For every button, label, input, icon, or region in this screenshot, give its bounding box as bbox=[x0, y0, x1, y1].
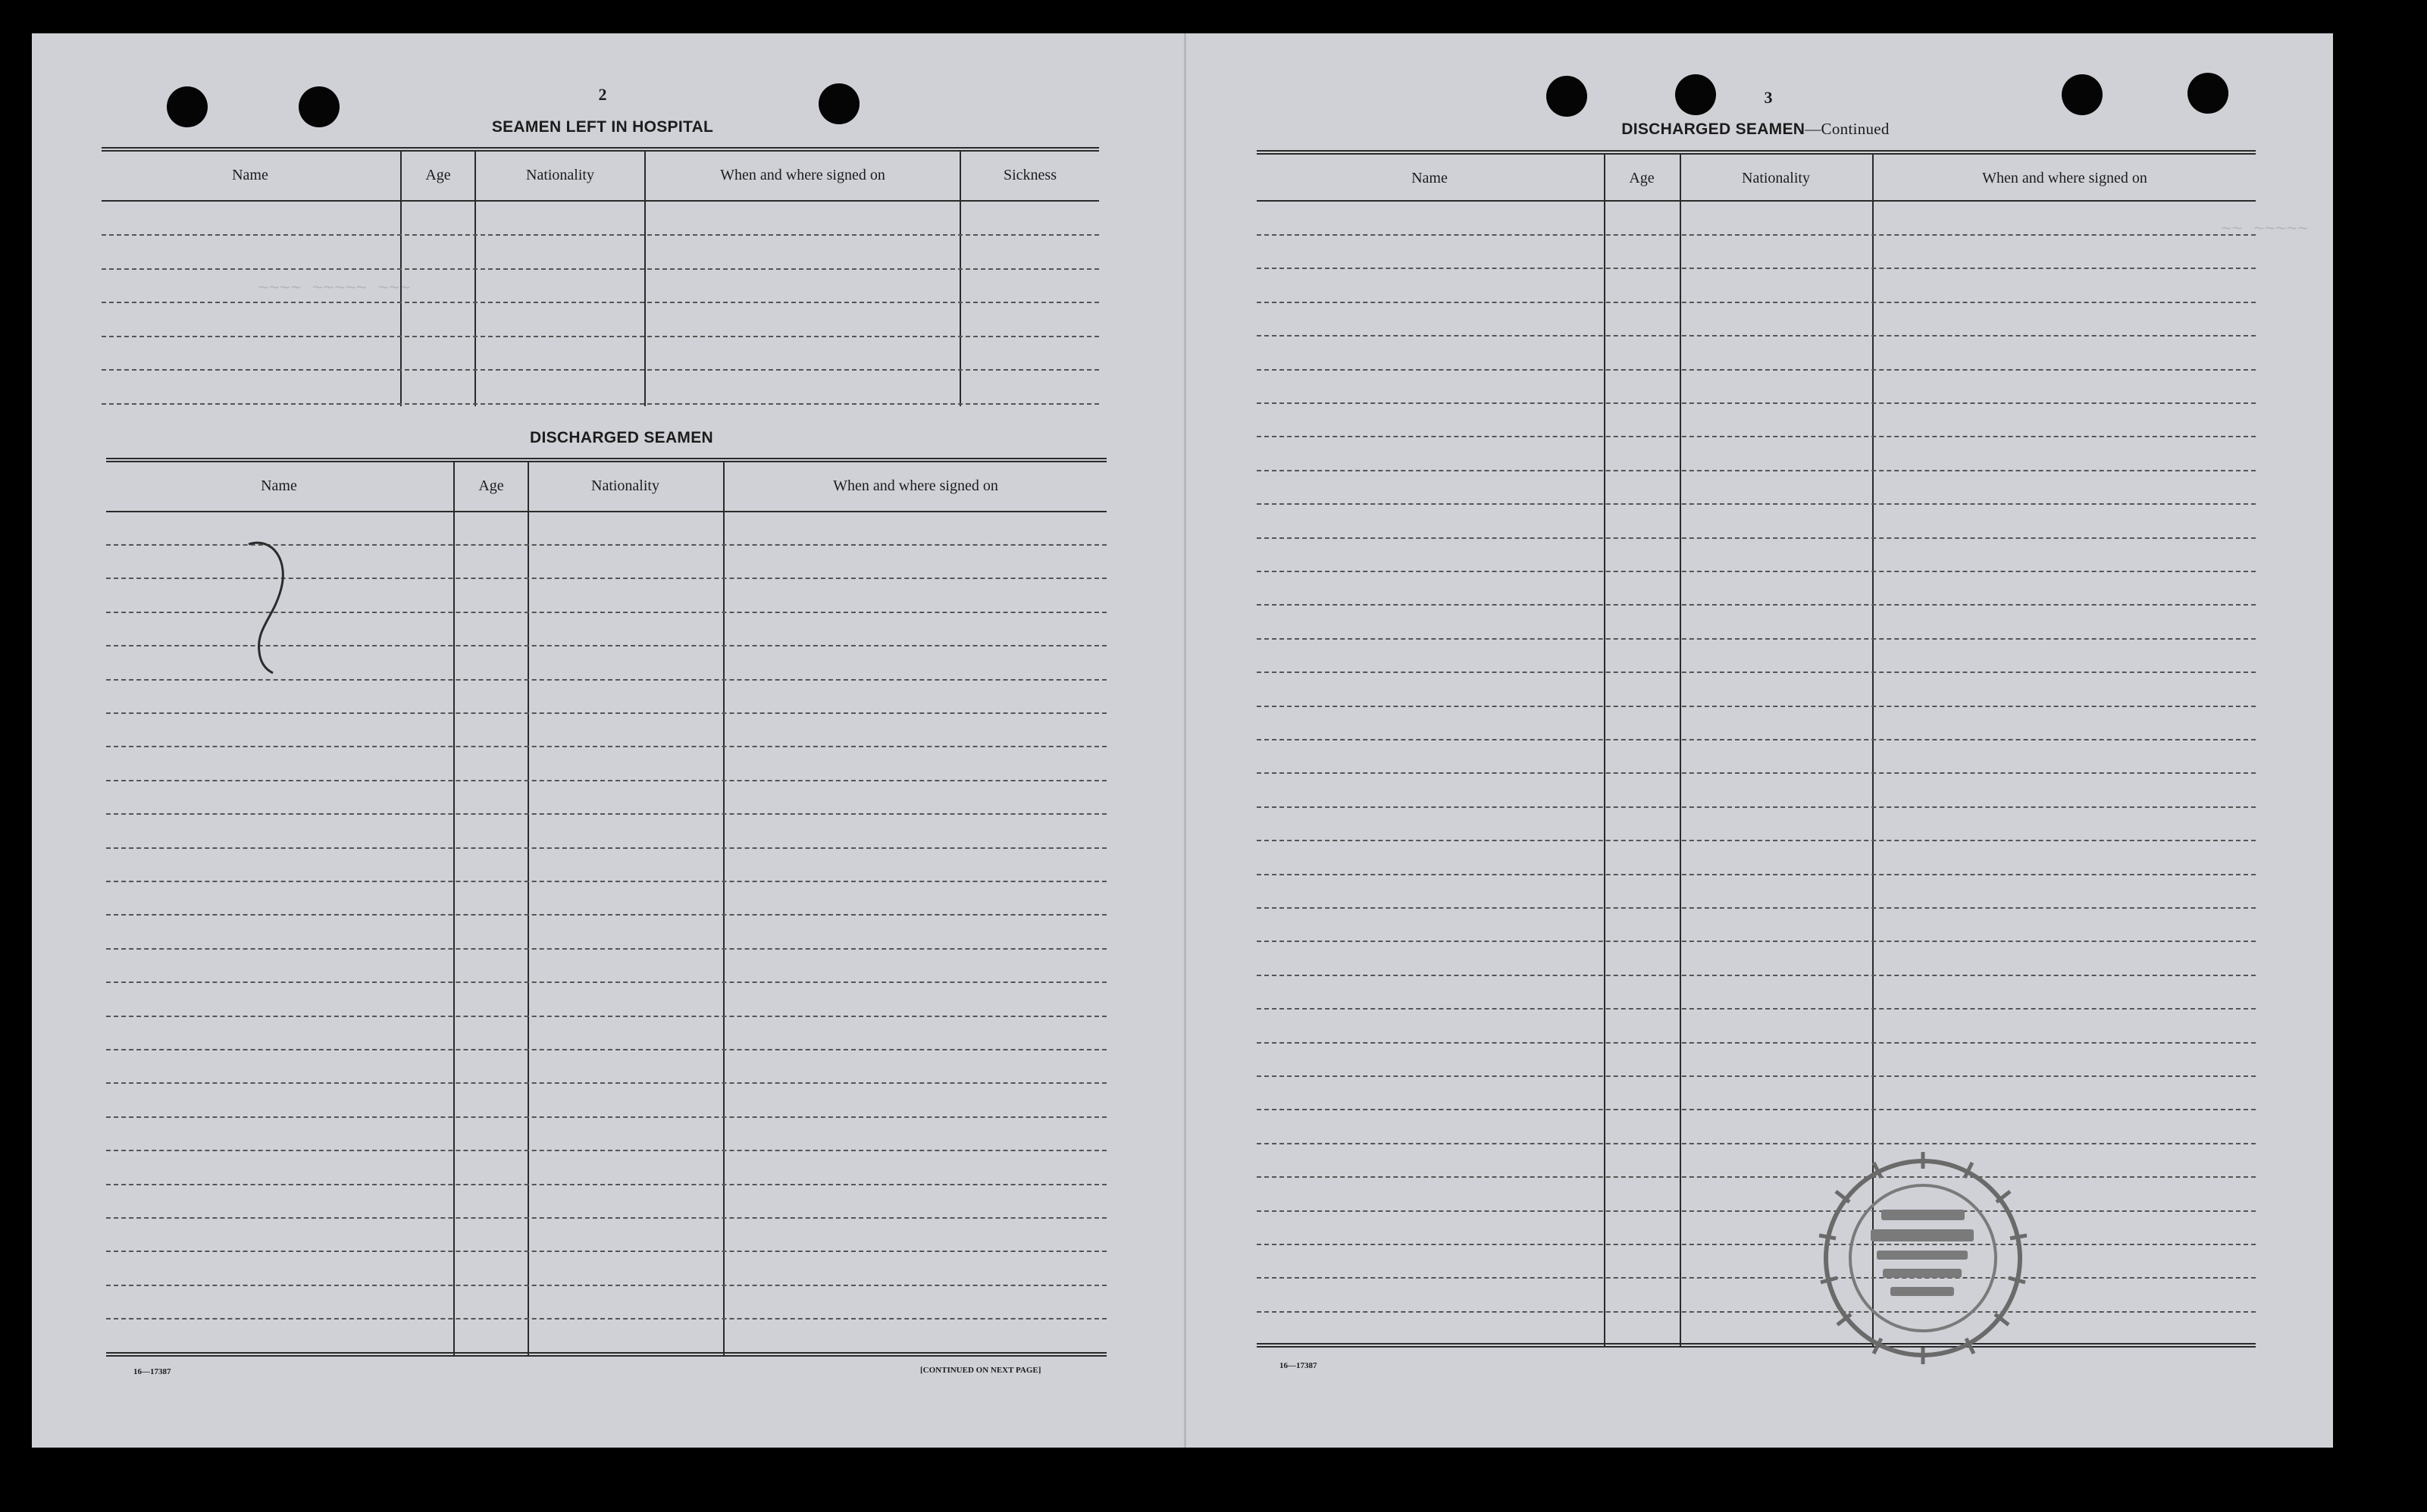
column-header-nationality: Nationality bbox=[526, 167, 594, 183]
ruled-row bbox=[102, 268, 1099, 270]
ruled-row bbox=[1257, 840, 2256, 841]
ruled-row bbox=[1257, 335, 2256, 337]
hospital-section-title: SEAMEN LEFT IN HOSPITAL bbox=[491, 118, 714, 136]
ruled-row bbox=[1257, 1277, 2256, 1279]
ruled-row bbox=[106, 847, 1107, 849]
ruled-row bbox=[106, 981, 1107, 983]
punch-hole bbox=[167, 86, 208, 127]
table-top-rule bbox=[102, 147, 1099, 152]
ruled-row bbox=[102, 336, 1099, 337]
ruled-row bbox=[106, 780, 1107, 781]
ruled-row bbox=[106, 1016, 1107, 1017]
column-header-sickness: Sickness bbox=[1004, 167, 1057, 183]
ruled-row bbox=[1257, 302, 2256, 303]
ruled-row bbox=[1257, 604, 2256, 606]
ruled-row bbox=[1257, 772, 2256, 774]
ruled-row bbox=[1257, 1109, 2256, 1110]
ruled-row bbox=[1257, 1311, 2256, 1313]
ruled-row bbox=[1257, 537, 2256, 539]
ruled-row bbox=[1257, 941, 2256, 942]
table-top-rule bbox=[106, 458, 1107, 462]
ruled-row bbox=[106, 881, 1107, 882]
ruled-row bbox=[1257, 1075, 2256, 1077]
page-number: 2 bbox=[598, 85, 607, 104]
punch-hole bbox=[1546, 76, 1587, 117]
column-header-age: Age bbox=[478, 477, 504, 494]
column-divider bbox=[723, 462, 725, 1357]
ruled-row bbox=[106, 1217, 1107, 1219]
column-header-age: Age bbox=[425, 167, 451, 183]
column-header-name: Name bbox=[232, 167, 268, 183]
bleed-through-mark: ~~ ~~~~~ bbox=[2221, 220, 2309, 240]
ruled-row bbox=[106, 914, 1107, 916]
ruled-row bbox=[1257, 1143, 2256, 1144]
column-divider bbox=[1680, 155, 1681, 1348]
ruled-row bbox=[1257, 1176, 2256, 1178]
ruled-row bbox=[106, 1082, 1107, 1084]
ruled-row bbox=[1257, 1210, 2256, 1212]
column-header-signed-on: When and where signed on bbox=[720, 167, 885, 183]
official-seal-stamp bbox=[1798, 1144, 2048, 1372]
column-divider bbox=[528, 462, 529, 1357]
column-divider bbox=[453, 462, 455, 1357]
table-top-rule bbox=[1257, 150, 2256, 155]
ruled-row bbox=[1257, 638, 2256, 640]
handwritten-mark bbox=[243, 538, 296, 682]
ruled-row bbox=[1257, 739, 2256, 740]
ruled-row bbox=[1257, 436, 2256, 437]
ruled-row bbox=[1257, 470, 2256, 471]
form-number: 16—17387 bbox=[133, 1367, 171, 1376]
ruled-row bbox=[106, 712, 1107, 714]
ruled-row bbox=[106, 746, 1107, 747]
column-header-age: Age bbox=[1629, 170, 1655, 186]
continued-note: [CONTINUED ON NEXT PAGE] bbox=[920, 1366, 1041, 1375]
table-bottom-rule bbox=[106, 1352, 1107, 1357]
continued-suffix: —Continued bbox=[1805, 120, 1890, 138]
header-rule bbox=[102, 200, 1099, 202]
column-header-signed-on: When and where signed on bbox=[833, 477, 998, 494]
ruled-row bbox=[1257, 706, 2256, 707]
column-divider bbox=[960, 152, 961, 406]
ruled-row bbox=[102, 369, 1099, 371]
ruled-row bbox=[106, 1116, 1107, 1118]
column-header-nationality: Nationality bbox=[591, 477, 659, 494]
column-header-name: Name bbox=[1411, 170, 1448, 186]
ruled-row bbox=[1257, 571, 2256, 572]
header-rule bbox=[1257, 200, 2256, 202]
ruled-row bbox=[1257, 874, 2256, 875]
ruled-row bbox=[106, 1150, 1107, 1151]
ruled-row bbox=[102, 302, 1099, 303]
punch-hole bbox=[819, 83, 860, 124]
punch-hole bbox=[299, 86, 340, 127]
discharged-section-title: DISCHARGED SEAMEN bbox=[530, 429, 713, 446]
column-divider bbox=[474, 152, 476, 406]
punch-hole bbox=[2187, 73, 2228, 114]
column-header-nationality: Nationality bbox=[1742, 170, 1810, 186]
ruled-row bbox=[1257, 503, 2256, 505]
ruled-row bbox=[1257, 975, 2256, 976]
ruled-row bbox=[1257, 402, 2256, 404]
header-rule bbox=[106, 511, 1107, 512]
ruled-row bbox=[1257, 234, 2256, 236]
column-header-name: Name bbox=[261, 477, 297, 494]
ruled-row bbox=[1257, 806, 2256, 808]
discharged-continued-title-text: DISCHARGED SEAMEN bbox=[1621, 121, 1805, 138]
ruled-row bbox=[1257, 907, 2256, 909]
punch-hole bbox=[2062, 74, 2103, 115]
ruled-row bbox=[102, 234, 1099, 236]
page-fold bbox=[1184, 33, 1186, 1448]
ruled-row bbox=[106, 813, 1107, 815]
ruled-row bbox=[1257, 1042, 2256, 1044]
ruled-row bbox=[1257, 1008, 2256, 1010]
column-divider bbox=[1604, 155, 1605, 1348]
column-divider bbox=[400, 152, 402, 406]
page-number: 3 bbox=[1764, 88, 1773, 107]
ruled-row bbox=[106, 948, 1107, 950]
ruled-row bbox=[1257, 369, 2256, 371]
ruled-row bbox=[1257, 1244, 2256, 1245]
ruled-row bbox=[106, 1318, 1107, 1319]
ruled-row bbox=[1257, 671, 2256, 673]
punch-hole bbox=[1675, 74, 1716, 115]
column-divider bbox=[644, 152, 646, 406]
form-number: 16—17387 bbox=[1279, 1361, 1317, 1370]
ruled-row bbox=[1257, 268, 2256, 269]
discharged-continued-title bbox=[1536, 120, 1975, 139]
ruled-row bbox=[106, 1251, 1107, 1252]
ruled-row bbox=[106, 1285, 1107, 1286]
column-header-signed-on: When and where signed on bbox=[1982, 170, 2147, 186]
bleed-through-mark: ~~~~ ~~~~~ ~~~ bbox=[258, 279, 411, 299]
table-bottom-rule bbox=[1257, 1343, 2256, 1348]
ruled-row bbox=[106, 1184, 1107, 1185]
ruled-row bbox=[106, 1049, 1107, 1050]
ruled-row bbox=[102, 403, 1099, 405]
